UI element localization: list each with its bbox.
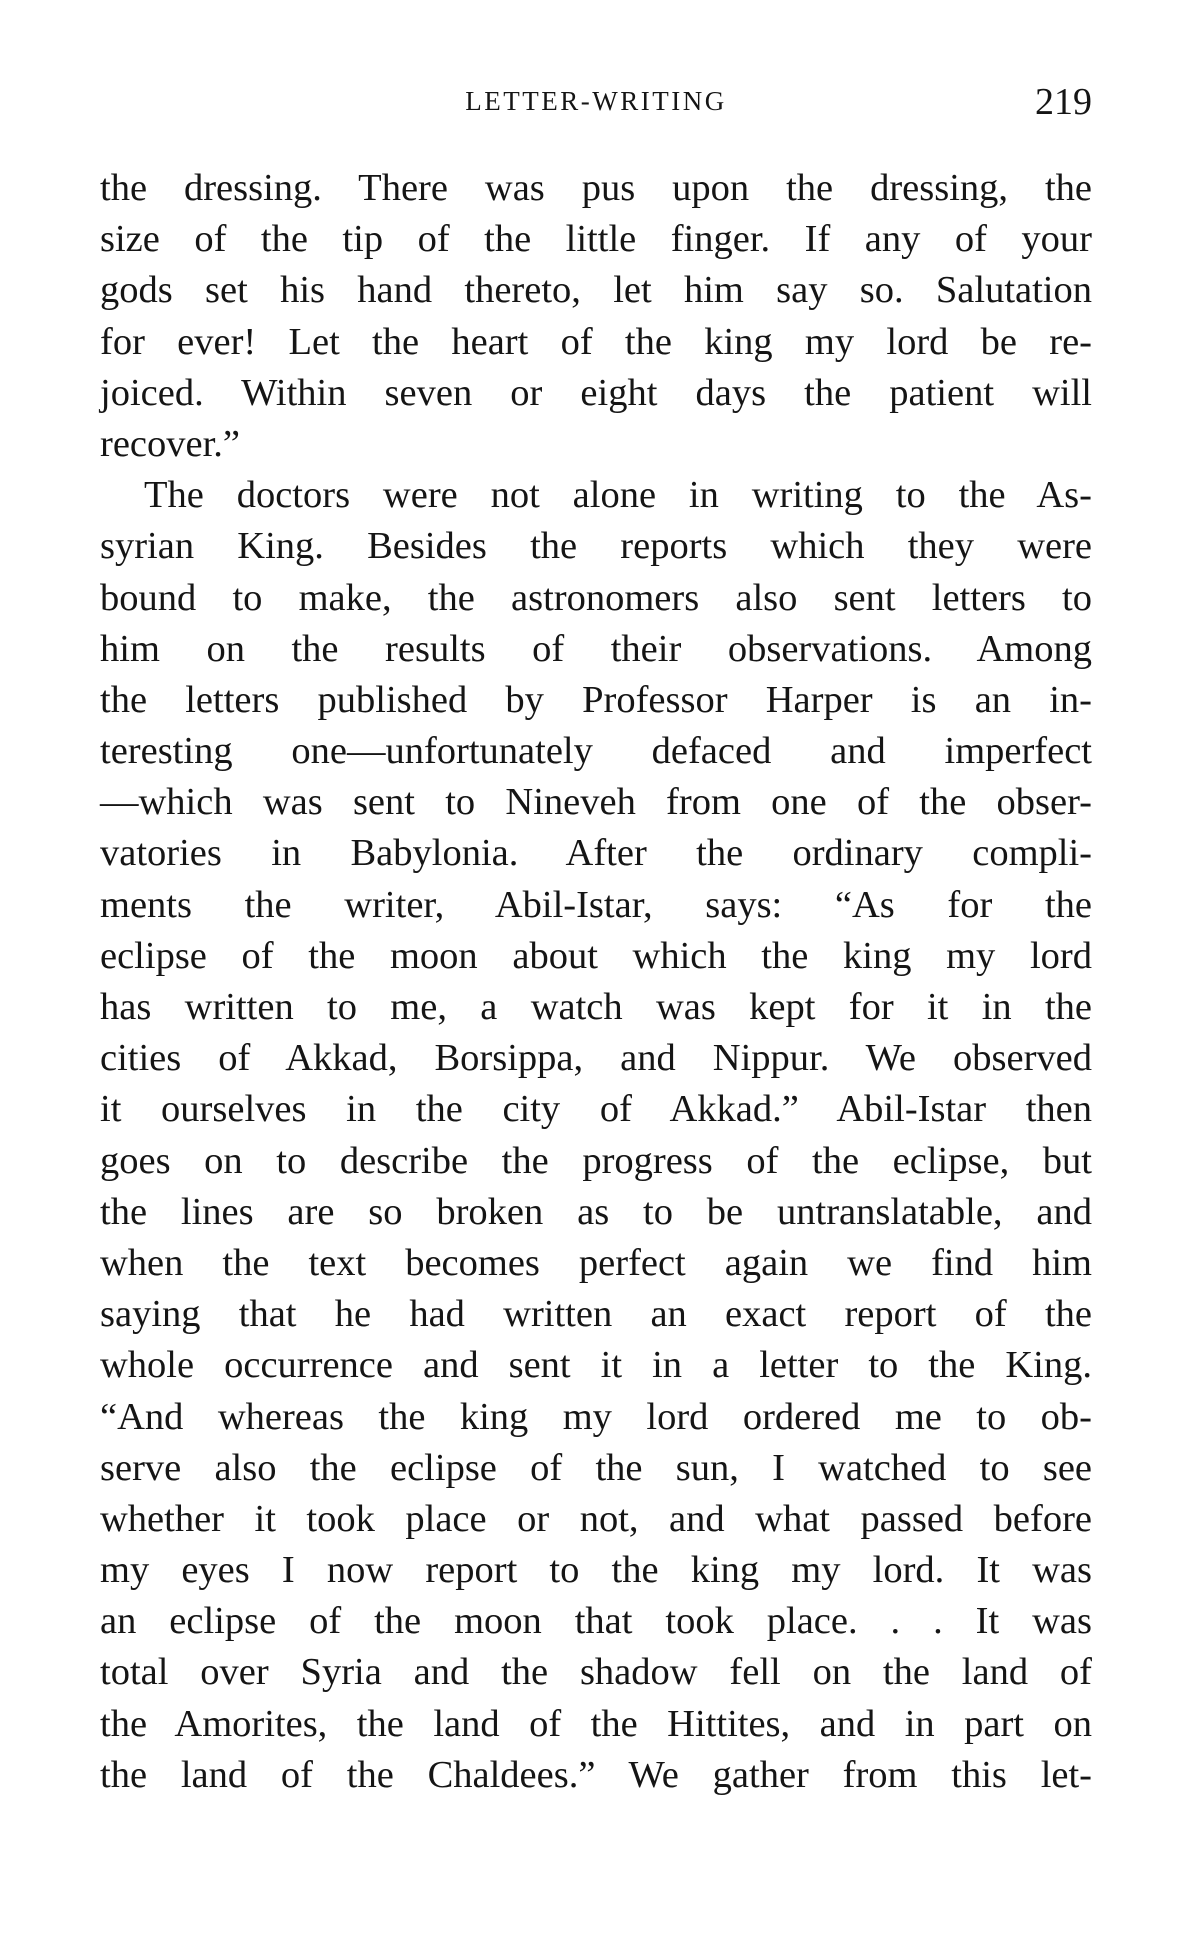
text-line: syrian King. Besides the reports which they were bbox=[100, 525, 1092, 568]
text-line: whether it took place or not, and what passed before bbox=[100, 1497, 1092, 1540]
text-line: for ever! Let the heart of the king my lord be re- bbox=[100, 320, 1092, 363]
text-line: it ourselves in the city of Akkad.” Abil-Istar then bbox=[100, 1088, 1092, 1131]
text-line: the dressing. There was pus upon the dressing, the bbox=[100, 167, 1092, 209]
text-line: whole occurrence and sent it in a letter to the King. bbox=[100, 1344, 1092, 1387]
text-line: my eyes I now report to the king my lord. It was bbox=[100, 1549, 1092, 1592]
text-line: goes on to describe the progress of the eclipse, but bbox=[100, 1139, 1092, 1182]
body-text bbox=[100, 163, 1092, 1801]
text-line: the letters published by Professor Harper is an in- bbox=[100, 678, 1092, 721]
text-line: saying that he had written an exact report of the bbox=[100, 1293, 1092, 1336]
text-line: an eclipse of the moon that took place. . . It was bbox=[100, 1600, 1092, 1643]
page-number: 219 bbox=[1035, 81, 1092, 123]
running-head bbox=[100, 80, 1092, 130]
text-line: bound to make, the astronomers also sent letters to bbox=[100, 576, 1092, 619]
text-line: teresting one—unfortunately defaced and imperfect bbox=[100, 730, 1092, 773]
text-line: joiced. Within seven or eight days the patient will bbox=[100, 371, 1092, 414]
paragraph-first-line: The doctors were not alone in writing to the As- bbox=[144, 474, 1092, 517]
text-line: the lines are so broken as to be untranslatable, and bbox=[100, 1190, 1092, 1233]
running-title: LETTER-WRITING bbox=[465, 86, 727, 116]
text-line: total over Syria and the shadow fell on the land of bbox=[100, 1651, 1092, 1694]
text-line: “And whereas the king my lord ordered me to ob- bbox=[100, 1395, 1092, 1438]
text-line: the land of the Chaldees.” We gather from this let- bbox=[100, 1753, 1092, 1796]
text-line: him on the results of their observations. Among bbox=[100, 627, 1092, 670]
text-line: size of the tip of the little finger. If any of your bbox=[100, 218, 1092, 261]
text-line: vatories in Babylonia. After the ordinary compli- bbox=[100, 832, 1092, 875]
text-line: —which was sent to Nineveh from one of the obser- bbox=[100, 781, 1092, 824]
text-line: eclipse of the moon about which the king my lord bbox=[100, 934, 1092, 977]
text-line: serve also the eclipse of the sun, I watched to see bbox=[100, 1446, 1092, 1489]
text-line: when the text becomes perfect again we find him bbox=[100, 1241, 1092, 1284]
text-line: ments the writer, Abil-Istar, says: “As for the bbox=[100, 883, 1092, 926]
text-line: gods set his hand thereto, let him say so. Salutation bbox=[100, 269, 1092, 312]
text-line: cities of Akkad, Borsippa, and Nippur. We observed bbox=[100, 1037, 1092, 1080]
paragraph-end-line: recover.” bbox=[100, 422, 240, 465]
text-line: the Amorites, the land of the Hittites, and in part on bbox=[100, 1702, 1092, 1745]
text-line: has written to me, a watch was kept for it in the bbox=[100, 986, 1092, 1028]
